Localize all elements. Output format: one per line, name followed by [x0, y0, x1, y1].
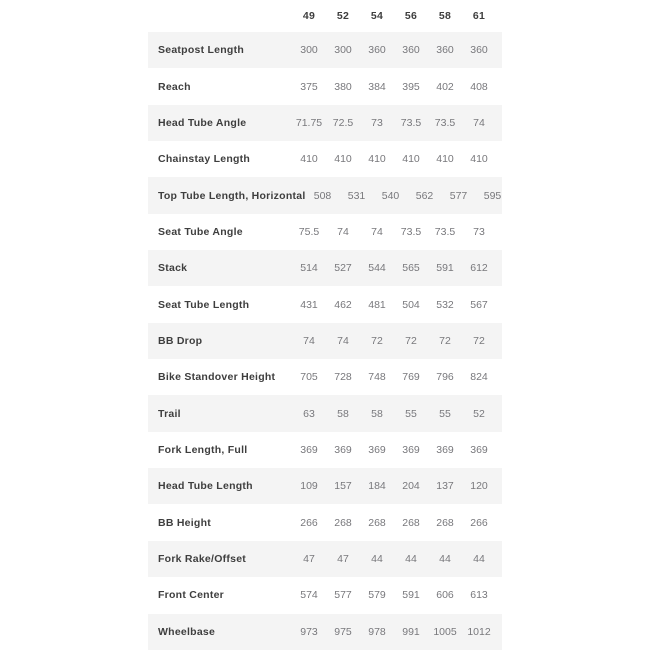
- size-header-row: [148, 0, 502, 32]
- cell-value: 574: [300, 589, 318, 602]
- cell-value: 369: [436, 443, 454, 456]
- cell-value: 577: [449, 189, 468, 202]
- table-row: [148, 395, 502, 431]
- cell-value: 44: [473, 552, 485, 565]
- cell-value: 728: [334, 371, 352, 384]
- row-label: Fork Rake/Offset: [158, 552, 247, 565]
- cell-value: 431: [300, 298, 318, 311]
- cell-value: 369: [470, 443, 488, 456]
- row-label: Chainstay Length: [158, 153, 251, 166]
- cell-value: 74: [473, 116, 485, 129]
- table-row: [148, 359, 502, 395]
- cell-value: 300: [334, 44, 352, 57]
- cell-value: 369: [368, 443, 386, 456]
- cell-value: 55: [405, 407, 417, 420]
- cell-value: 579: [368, 589, 386, 602]
- cell-value: 612: [470, 262, 488, 275]
- cell-value: 796: [436, 371, 454, 384]
- cell-value: 410: [300, 153, 318, 166]
- cell-value: 360: [470, 44, 488, 57]
- row-label: Fork Length, Full: [158, 443, 248, 456]
- cell-value: 73.5: [400, 225, 422, 238]
- cell-value: 58: [371, 407, 383, 420]
- cell-value: 410: [436, 153, 454, 166]
- cell-value: 73: [473, 225, 485, 238]
- row-label: Front Center: [158, 589, 224, 602]
- row-label: Seatpost Length: [158, 44, 245, 57]
- cell-value: 375: [300, 80, 318, 93]
- cell-value: 266: [300, 516, 318, 529]
- table-row: [148, 614, 502, 650]
- cell-value: 44: [371, 552, 383, 565]
- cell-value: 1012: [467, 625, 491, 638]
- cell-value: 157: [334, 480, 352, 493]
- cell-value: 184: [368, 480, 386, 493]
- cell-value: 47: [303, 552, 315, 565]
- cell-value: 73: [371, 116, 383, 129]
- cell-value: 72: [405, 334, 417, 347]
- table-row: [148, 541, 502, 577]
- cell-value: 268: [402, 516, 420, 529]
- cell-value: 266: [470, 516, 488, 529]
- cell-value: 567: [470, 298, 488, 311]
- cell-value: 63: [303, 407, 315, 420]
- cell-value: 204: [402, 480, 420, 493]
- cell-value: 369: [402, 443, 420, 456]
- cell-value: 268: [368, 516, 386, 529]
- cell-value: 44: [439, 552, 451, 565]
- cell-value: 360: [436, 44, 454, 57]
- cell-value: 591: [436, 262, 454, 275]
- cell-value: 1005: [433, 625, 457, 638]
- cell-value: 58: [337, 407, 349, 420]
- cell-value: 606: [436, 589, 454, 602]
- cell-value: 74: [337, 225, 349, 238]
- cell-value: 532: [436, 298, 454, 311]
- table-row: [148, 214, 502, 250]
- cell-value: 75.5: [298, 225, 320, 238]
- table-row: [148, 468, 502, 504]
- cell-value: 991: [402, 625, 420, 638]
- cell-value: 975: [334, 625, 352, 638]
- cell-value: 73.5: [400, 116, 422, 129]
- cell-value: 577: [334, 589, 352, 602]
- size-column-header: 56: [404, 10, 418, 22]
- row-label: Trail: [158, 407, 181, 420]
- row-label: BB Height: [158, 516, 211, 529]
- cell-value: 300: [300, 44, 318, 57]
- row-label: Reach: [158, 80, 191, 93]
- cell-value: 120: [470, 480, 488, 493]
- row-label: Seat Tube Length: [158, 298, 250, 311]
- cell-value: 137: [436, 480, 454, 493]
- cell-value: 613: [470, 589, 488, 602]
- bike-geometry-table: [148, 0, 502, 650]
- cell-value: 410: [368, 153, 386, 166]
- cell-value: 408: [470, 80, 488, 93]
- cell-value: 109: [300, 480, 318, 493]
- size-column-header: 52: [336, 10, 350, 22]
- table-row: [148, 105, 502, 141]
- cell-value: 360: [368, 44, 386, 57]
- cell-value: 74: [371, 225, 383, 238]
- table-row: [148, 504, 502, 540]
- cell-value: 73.5: [434, 116, 456, 129]
- row-label: Seat Tube Angle: [158, 225, 243, 238]
- cell-value: 74: [337, 334, 349, 347]
- table-body: [148, 32, 502, 650]
- row-label: Head Tube Length: [158, 480, 253, 493]
- table-row: [148, 323, 502, 359]
- cell-value: 73.5: [434, 225, 456, 238]
- table-row: [148, 177, 502, 213]
- cell-value: 410: [470, 153, 488, 166]
- cell-value: 705: [300, 371, 318, 384]
- cell-value: 384: [368, 80, 386, 93]
- row-label: BB Drop: [158, 334, 203, 347]
- row-label: Bike Standover Height: [158, 371, 276, 384]
- cell-value: 527: [334, 262, 352, 275]
- cell-value: 410: [334, 153, 352, 166]
- cell-value: 462: [334, 298, 352, 311]
- row-label: Top Tube Length, Horizontal: [158, 189, 306, 202]
- cell-value: 71.75: [295, 116, 323, 129]
- cell-value: 748: [368, 371, 386, 384]
- cell-value: 55: [439, 407, 451, 420]
- cell-value: 410: [402, 153, 420, 166]
- cell-value: 380: [334, 80, 352, 93]
- size-column-header: 58: [438, 10, 452, 22]
- cell-value: 562: [415, 189, 434, 202]
- cell-value: 72: [439, 334, 451, 347]
- table-row: [148, 250, 502, 286]
- cell-value: 595: [483, 189, 502, 202]
- cell-value: 540: [381, 189, 400, 202]
- cell-value: 72.5: [332, 116, 354, 129]
- cell-value: 402: [436, 80, 454, 93]
- cell-value: 973: [300, 625, 318, 638]
- cell-value: 769: [402, 371, 420, 384]
- size-column-header: 61: [472, 10, 486, 22]
- cell-value: 360: [402, 44, 420, 57]
- cell-value: 369: [334, 443, 352, 456]
- size-column-header: 54: [370, 10, 384, 22]
- table-row: [148, 68, 502, 104]
- row-label: Head Tube Angle: [158, 116, 247, 129]
- cell-value: 44: [405, 552, 417, 565]
- cell-value: 395: [402, 80, 420, 93]
- table-row: [148, 432, 502, 468]
- cell-value: 978: [368, 625, 386, 638]
- table-row: [148, 577, 502, 613]
- cell-value: 514: [300, 262, 318, 275]
- cell-value: 824: [470, 371, 488, 384]
- table-row: [148, 32, 502, 68]
- cell-value: 504: [402, 298, 420, 311]
- cell-value: 268: [334, 516, 352, 529]
- cell-value: 369: [300, 443, 318, 456]
- cell-value: 544: [368, 262, 386, 275]
- row-label: Stack: [158, 262, 188, 275]
- cell-value: 268: [436, 516, 454, 529]
- cell-value: 481: [368, 298, 386, 311]
- cell-value: 565: [402, 262, 420, 275]
- table-row: [148, 286, 502, 322]
- cell-value: 47: [337, 552, 349, 565]
- cell-value: 72: [473, 334, 485, 347]
- cell-value: 52: [473, 407, 485, 420]
- cell-value: 591: [402, 589, 420, 602]
- row-label: Wheelbase: [158, 625, 216, 638]
- size-column-header: 49: [302, 10, 316, 22]
- cell-value: 72: [371, 334, 383, 347]
- table-row: [148, 141, 502, 177]
- cell-value: 531: [347, 189, 366, 202]
- cell-value: 508: [313, 189, 332, 202]
- cell-value: 74: [303, 334, 315, 347]
